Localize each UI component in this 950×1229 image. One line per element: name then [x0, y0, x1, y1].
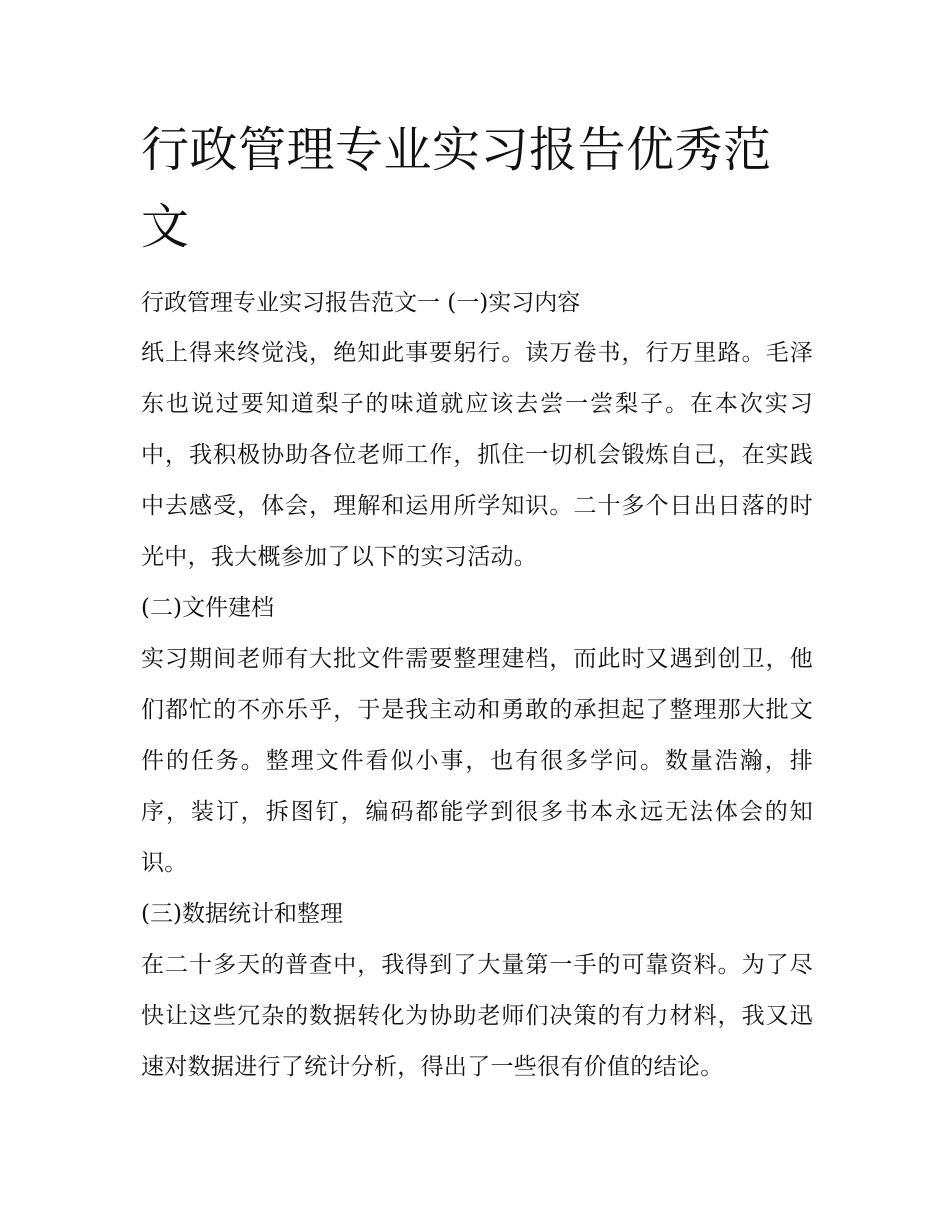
heading-file-archiving: (二)文件建档	[141, 595, 274, 621]
paragraph-file-archiving: 实习期间老师有大批文件需要整理建档，而此时又遇到创卫，他们都忙的不亦乐乎，于是我主动和勇敢的承担起了整理那大批文件的任务。整理文件看似小事，也有很多学问。数量浩瀚，排序，装订，拆图钉，编码都能学到很多书本永远无法体会的知识。	[141, 646, 813, 876]
document-body	[141, 112, 813, 1093]
paragraph-internship-content: 纸上得来终觉浅，绝知此事要躬行。读万卷书，行万里路。毛泽东也说过要知道梨子的味道就应该去尝一尝梨子。在本次实习中，我积极协助各位老师工作，抓住一切机会锻炼自己，在实践中去感受，体会，理解和运用所学知识。二十多个日出日落的时光中，我大概参加了以下的实习活动。	[141, 340, 813, 570]
paragraph-data-statistics: 在二十多天的普查中，我得到了大量第一手的可靠资料。为了尽快让这些冗杂的数据转化为协助老师们决策的有力材料，我又迅速对数据进行了统计分析，得出了一些很有价值的结论。	[141, 952, 813, 1080]
document-title: 行政管理专业实习报告优秀范文	[141, 122, 772, 255]
heading-data-statistics: (三)数据统计和整理	[141, 901, 343, 927]
intro-heading: 行政管理专业实习报告范文一 (一)实习内容	[141, 290, 581, 316]
